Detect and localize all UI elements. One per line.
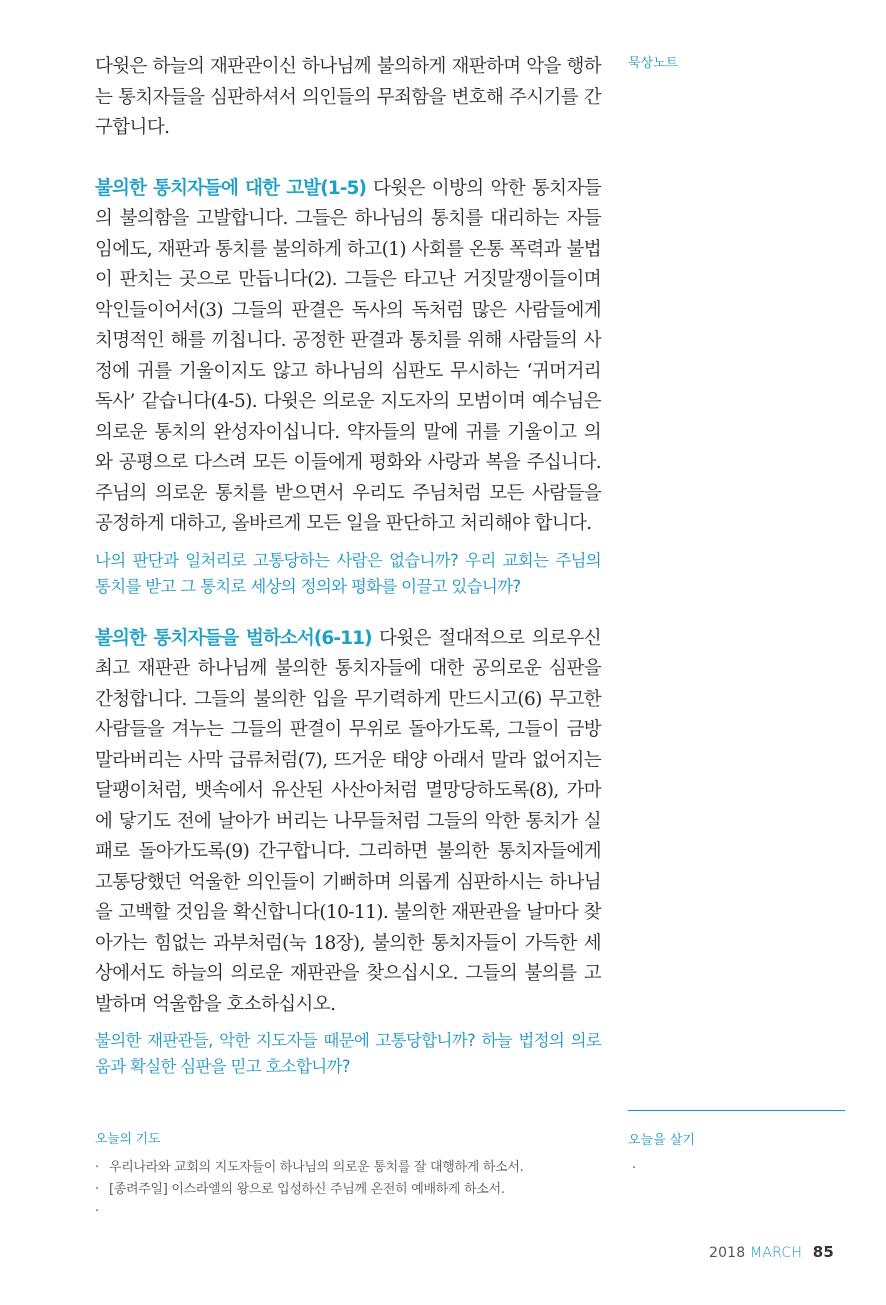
section-2-question: 불의한 재판관들, 악한 지도자들 때문에 고통당합니까? 하늘 법정의 의로움과 확실한 심판을 믿고 호소합니까? (95, 1031, 601, 1076)
bullet-icon: · (95, 1204, 99, 1219)
prayer-list (95, 1157, 595, 1223)
section-1-question: 나의 판단과 일처리로 고통당하는 사람은 없습니까? 우리 교회는 주님의 통치를 받고 그 통치로 세상의 정의와 평화를 이끌고 있습니까? (95, 550, 601, 596)
prayer-item-text: 우리나라와 교회의 지도자들이 하나님의 의로운 통치를 잘 대행하게 하소서. (109, 1160, 524, 1175)
living-today-title: 오늘을 살기 (628, 1133, 695, 1148)
living-today (628, 1110, 845, 1180)
footer-month: MARCH (750, 1245, 803, 1261)
section-1-heading: 불의한 통치자들에 대한 고발(1-5) (95, 177, 367, 199)
bullet-icon: · (95, 1182, 99, 1197)
living-today-line: · (632, 1161, 637, 1176)
prayer-item (95, 1179, 595, 1201)
section-2-heading: 불의한 통치자들을 벌하소서(6-11) (95, 627, 372, 649)
page-number: 85 (812, 1243, 834, 1261)
prayer-item-text: [종려주일] 이스라엘의 왕으로 입성하신 주님께 온전히 예배하게 하소서. (109, 1182, 505, 1197)
divider (628, 1110, 845, 1111)
prayer-item (95, 1157, 595, 1179)
section-1-paragraph (95, 174, 601, 540)
section-2-paragraph (95, 624, 601, 1021)
prayer-title: 오늘의 기도 (95, 1132, 161, 1147)
todays-prayer (95, 1128, 595, 1223)
section-2-body: 다윗은 절대적으로 의로우신 최고 재판관 하나님께 불의한 통치자들에 대한 공의로운 심판을 간청합니다. 그들의 불의한 입을 무기력하게 만드시고(6) 무고한 사람들을 겨누는 그들의 판결이 무위로 돌아가도록, 그들이 금방 말라버리는 사막 급류처럼(7), 뜨거운 태양 아래서 말라 없어지는 달팽이처럼, 뱃속에서 유산된 사산아처럼 멸망당하도록(8), 가마에 닿기도 전에 날아가 버리는 나무들처럼 그들의 악한 통치가 실패로 돌아가도록(9) 간구합니다. 그리하면 불의한 통치자들에게 고통당했던 억울한 의인들이 기뻐하며 의롭게 심판하시는 하나님을 고백할 것임을 확신합니다(10-11). 불의한 재판관을 날마다 찾아가는 힘없는 과부처럼(눅 18장), 불의한 통치자들이 가득한 세상에서도 하늘의 의로운 재판관을 찾으십시오. 그들의 불의를 고발하며 억울함을 호소하십시오. (95, 627, 601, 1015)
section-1-body: 다윗은 이방의 악한 통치자들의 불의함을 고발합니다. 그들은 하나님의 통치를 대리하는 자들임에도, 재판과 통치를 불의하게 하고(1) 사회를 온통 폭력과 불법이 판치는 곳으로 만듭니다(2). 그들은 타고난 거짓말쟁이들이며 악인들이어서(3) 그들의 판결은 독사의 독처럼 많은 사람들에게 치명적인 해를 끼칩니다. 공정한 판결과 통치를 위해 사람들의 사정에 귀를 기울이지도 않고 하나님의 심판도 무시하는 ‘귀머거리 독사’ 같습니다(4-5). 다윗은 의로운 지도자의 모범이며 예수님은 의로운 통치의 완성자이십니다. 약자들의 말에 귀를 기울이고 의와 공평으로 다스려 모든 이들에게 평화와 사랑과 복을 주십니다. 주님의 의로운 통치를 받으면서 우리도 주님처럼 모든 사람들을 공정하게 대하고, 올바르게 모든 일을 판단하고 처리해야 합니다. (95, 177, 601, 534)
intro-paragraph: 다윗은 하늘의 재판관이신 하나님께 불의하게 재판하며 악을 행하는 통치자들을 심판하셔서 의인들의 무죄함을 변호해 주시기를 간구합니다. (95, 56, 601, 138)
meditation-note-label: 묵상노트 (628, 56, 679, 71)
page-footer (709, 1243, 834, 1261)
footer-year: 2018 (708, 1245, 746, 1261)
prayer-item (95, 1201, 595, 1223)
devotional-body (95, 52, 601, 1104)
bullet-icon: · (95, 1160, 99, 1175)
